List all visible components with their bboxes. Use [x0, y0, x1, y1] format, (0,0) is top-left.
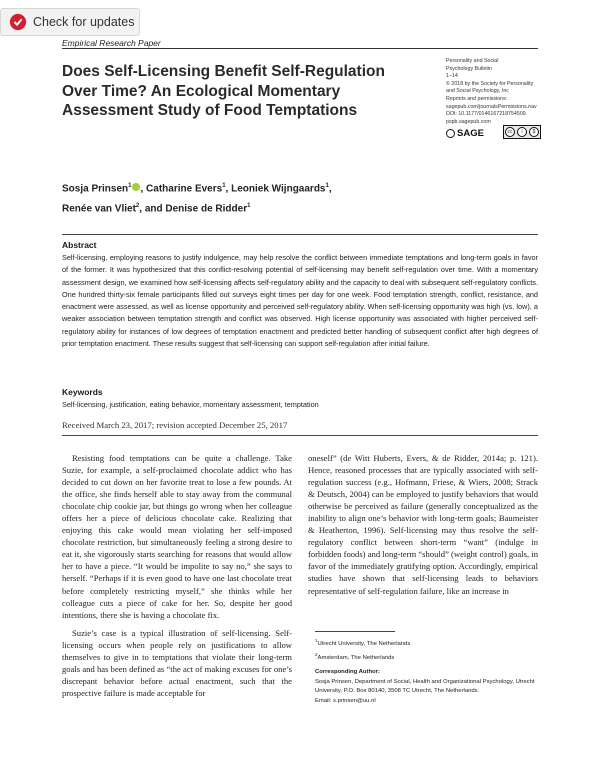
author-separator: , — [225, 183, 232, 195]
article-title: Does Self-Licensing Benefit Self-Regulation Over Time? An Ecological Momentary Assessment Study of Food Temptations — [62, 63, 385, 119]
author-separator: , and — [139, 203, 166, 215]
affiliation-line — [315, 650, 540, 664]
author-separator: , — [328, 183, 332, 195]
journal-line: Reprints and permissions: — [446, 95, 508, 102]
check-for-updates-badge[interactable] — [0, 8, 140, 36]
footnote-divider — [315, 631, 395, 632]
author-list — [62, 178, 462, 218]
body-divider — [62, 435, 538, 436]
author-name: Catharine Evers — [146, 183, 223, 195]
abstract-text: Self-licensing, employing reasons to justify indulgence, may help resolve the conflict between immediate temptations and long-term goals in favor of the former. It was hypothesized that this conflict-resolving potential of self-licensing may benefit self-regulation over time. With a momentary assessment design, we examined how self-licensing affects self-regulatory ability and the capacity to deal with subsequent self-regulatory conflicts. One hundred thirty-six female participants filled out surveys eight times per day for one week. Food temptation strength, conflict, resistance, and enactment were assessed, as well as license opportunity and perceived self-regulatory ability. When self-licensing opportunity was high (vs. low), a weaker association between temptation strength and conflict was observed. High license opportunity was associated with higher perceived self-regulatory ability for instances of low degrees of temptation enactment and predicted better handling of subsequent conflict after high degrees of prior temptation enactment. These results suggest that self-licensing can support self-regulation after initial failure. — [62, 253, 538, 349]
body-column-left — [62, 452, 292, 699]
journal-line: © 2018 by the Society for Personality — [446, 80, 534, 87]
corresponding-email[interactable]: Email: s.prinsen@uu.nl — [315, 697, 376, 704]
footnotes — [315, 636, 540, 707]
author-line-2 — [62, 198, 462, 218]
journal-line: Personality and Social — [446, 58, 499, 64]
author-affiliation-sup: 1 — [222, 183, 226, 189]
keywords-heading: Keywords — [62, 387, 103, 397]
received-date: Received March 23, 2017; revision accepted December 25, 2017 — [62, 420, 288, 430]
journal-info — [446, 58, 556, 126]
journal-line: Psychology Bulletin — [446, 65, 492, 72]
by-icon: i — [517, 127, 527, 137]
body-column-right — [308, 452, 538, 597]
nc-icon: $ — [529, 127, 539, 137]
body-paragraph: Suzie’s case is a typical illustration of self-licensing. Self-licensing occurs when people rely on justifications to allow themselves to give in to temptations that violate their long-term goals and has been defined as “the act of making excuses for one’s discrepant behavior before actual enactment, such that the prospective failure is made acceptable for — [62, 627, 292, 698]
author-line-1 — [62, 178, 462, 198]
section-label: Empirical Research Paper — [62, 38, 161, 48]
cc-license-badge[interactable] — [503, 125, 541, 139]
sage-logo — [446, 128, 484, 139]
author-separator: , — [140, 183, 147, 195]
journal-line[interactable]: pspb.sagepub.com — [446, 118, 491, 125]
author-name: Sosja Prinsen — [62, 183, 129, 195]
affiliation-sup: 2 — [315, 651, 318, 657]
affiliation-line — [315, 636, 540, 650]
corresponding-author-heading: Corresponding Author: — [315, 669, 380, 676]
author-name: Leoniek Wijngaards — [231, 183, 326, 195]
journal-line: and Social Psychology, Inc — [446, 88, 509, 95]
author-affiliation-sup: 1 — [325, 183, 329, 189]
author-name: Denise de Ridder — [165, 203, 248, 215]
keywords-text: Self-licensing, justification, eating behavior, momentary assessment, temptation — [62, 400, 319, 409]
check-for-updates-icon — [9, 13, 27, 31]
body-paragraph: oneself” (de Witt Huberts, Evers, & de Ridder, 2014a; p. 121). Hence, reasoned processes that are typically associated with self-regulation success (e.g., Hofmann, Friese, & Wiers, 2008; Strack & Deutsch, 2004) can be employed to justify behaviors that would otherwise be perceived as failure (generally conceptualized as the inability to align one’s behavior with long-term goals; Baumeister & Heatherton, 1996). Self-licensing may thus resolve the self-regulatory conflict between short-term “want” (indulge in forbidden foods) and long-term “should” (weight control) goals, in favor of the immediately gratifying option. Accordingly, empirical studies have shown that self-licensing leads to behaviors representative of self-regulation failure, like an increase in — [308, 453, 538, 596]
author-affiliation-sup: 2 — [135, 202, 140, 209]
sage-circle-icon — [446, 129, 455, 138]
author-affiliation-sup: 1 — [247, 202, 251, 209]
body-paragraph: Resisting food temptations can be quite a challenge. Take Suzie, for example, a self-proclaimed chocolate addict who has decided to cut down on her favorite treat to lose a few pounds. At the office, she finds herself able to stay away from the communal chocolate chip cookie jar, but things go wrong when her colleague offers her a piece of delicious chocolate cake. Realizing that enjoying this cake would mean violating her self-imposed chocolate restriction, but simultaneously feeling a strong desire to eat it, she vigorously starts searching for reasons that would allow her to have a piece. “It would be impolite to say no,” she says to herself. “Perhaps if it is even good to have one last chocolate treat before completely restricting myself,” she thinks while her colleague cuts a piece of cake for her. So, despite her good intentions, there she is having a chocolate fix. — [62, 453, 292, 620]
author-name: Renée van Vliet — [62, 203, 136, 215]
journal-line: 1–14 — [446, 73, 458, 80]
affiliation-sup: 1 — [315, 638, 318, 643]
check-for-updates-label: Check for updates — [33, 15, 135, 29]
abstract-heading: Abstract — [62, 240, 97, 250]
corresponding-author-text: Sosja Prinsen, Department of Social, Health and Organizational Psychology, Utrecht University, P.O. Box 80140, 3508 TC Utrecht, The Netherlands. — [315, 678, 535, 695]
journal-line[interactable]: sagepub.com/journalsPermissions.nav — [446, 103, 537, 110]
cc-icon: cc — [505, 127, 515, 137]
publisher-logos — [446, 124, 556, 142]
author-affiliation-sup: 1 — [128, 183, 132, 189]
affiliation-text: Utrecht University, The Netherlands — [317, 640, 411, 647]
sage-label: SAGE — [457, 128, 484, 139]
abstract-divider — [62, 234, 538, 235]
journal-line[interactable]: DOI: 10.1177/0146167218754509 — [446, 111, 526, 118]
top-divider — [62, 48, 538, 49]
affiliation-text: Amsterdam, The Netherlands — [317, 654, 395, 661]
